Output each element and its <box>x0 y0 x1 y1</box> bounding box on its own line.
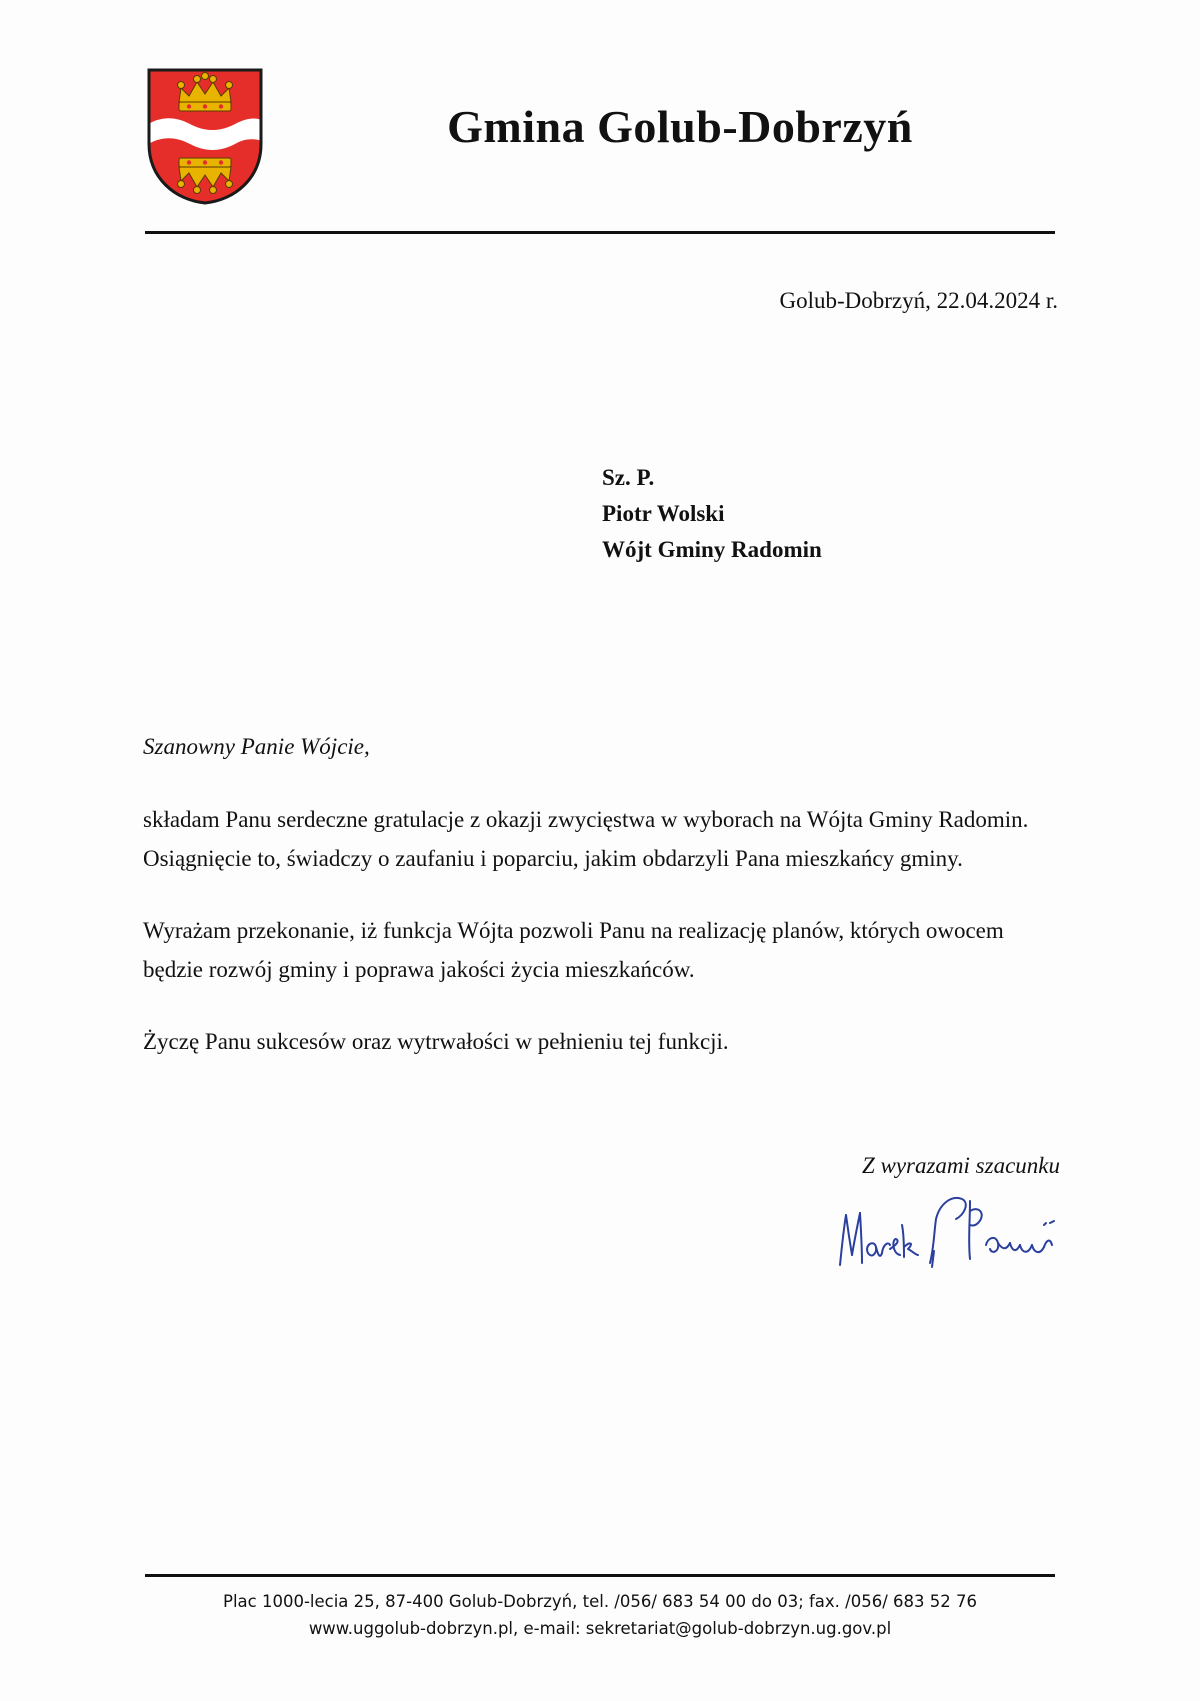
recipient-honorific: Sz. P. <box>602 465 655 490</box>
handwritten-signature <box>830 1175 1065 1280</box>
footer-contact: www.uggolub-dobrzyn.pl, e-mail: sekretariat@golub-dobrzyn.ug.gov.pl <box>308 1619 892 1638</box>
municipality-title: Gmina Golub-Dobrzyń <box>447 101 913 152</box>
header-divider <box>145 231 1055 234</box>
recipient-title: Wójt Gminy Radomin <box>602 537 822 562</box>
salutation: Szanowny Panie Wójcie, <box>143 734 370 759</box>
footer <box>145 1588 1055 1642</box>
letter-date: Golub-Dobrzyń, 22.04.2024 r. <box>779 288 1058 313</box>
body-paragraph: składam Panu serdeczne gratulacje z okazji zwycięstwa w wyborach na Wójta Gminy Radomin. Osiągnięcie to, świadczy o zaufaniu i poparciu, jakim obdarzyli Pana mieszkańcy gminy. <box>143 807 1029 871</box>
body-paragraph: Wyrażam przekonanie, iż funkcja Wójta pozwoli Panu na realizację planów, których owocem będzie rozwój gminy i poprawa jakości życia mieszkańców. <box>143 918 1004 982</box>
footer-divider <box>145 1574 1055 1577</box>
recipient-block <box>602 460 822 568</box>
coat-of-arms-icon <box>145 66 265 206</box>
closing-phrase: Z wyrazami szacunku <box>861 1153 1060 1178</box>
footer-address: Plac 1000-lecia 25, 87-400 Golub-Dobrzyń, tel. /056/ 683 54 00 do 03; fax. /056/ 683 52 76 <box>223 1592 977 1611</box>
recipient-name: Piotr Wolski <box>602 501 725 526</box>
letter-body <box>143 800 1063 1094</box>
body-paragraph: Życzę Panu sukcesów oraz wytrwałości w pełnieniu tej funkcji. <box>143 1029 729 1054</box>
